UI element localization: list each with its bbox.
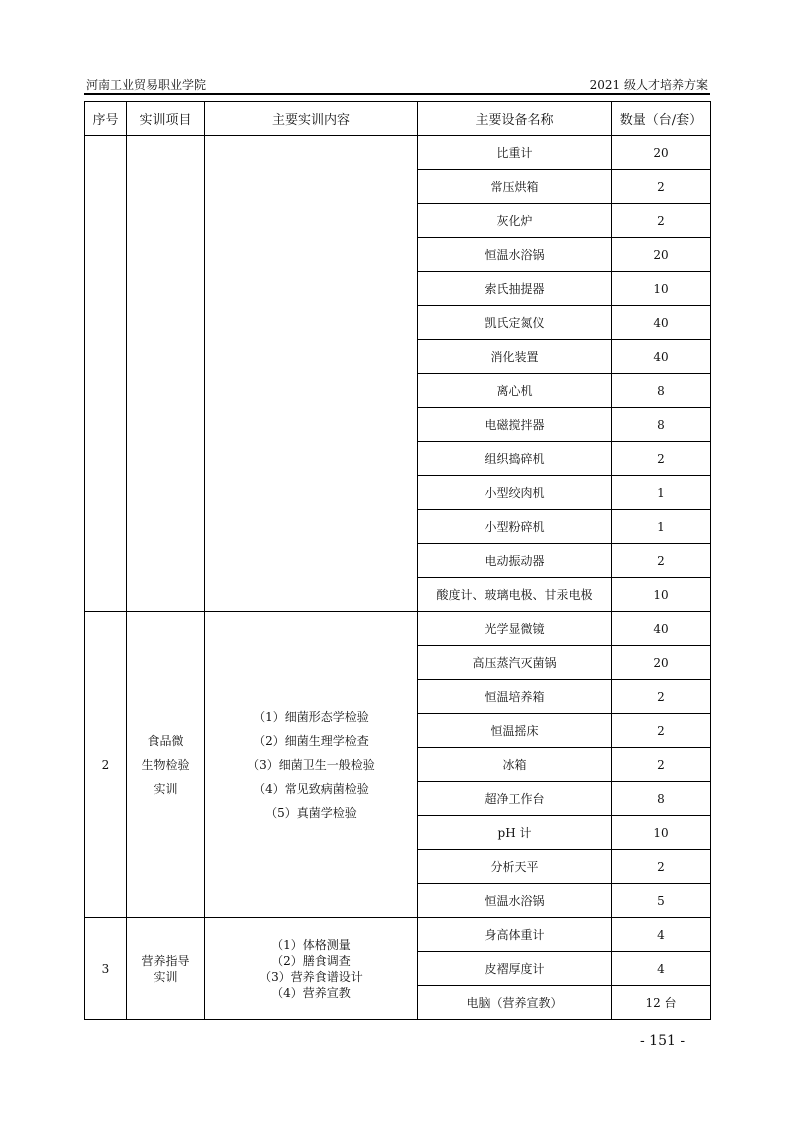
- table-row: [85, 136, 711, 170]
- cell-quantity: 10: [612, 578, 711, 612]
- cell-equipment-name: 小型绞肉机: [418, 476, 612, 510]
- cell-training-content: [205, 612, 418, 918]
- cell-quantity: 2: [612, 544, 711, 578]
- table-row: [85, 612, 711, 646]
- cell-quantity: 2: [612, 748, 711, 782]
- cell-training-project: [127, 918, 205, 1020]
- cell-quantity: 2: [612, 170, 711, 204]
- cell-equipment-name: 离心机: [418, 374, 612, 408]
- project-name-line: 实训: [153, 781, 178, 796]
- cell-equipment-name: 电脑（营养宣教）: [418, 986, 612, 1020]
- cell-quantity: 20: [612, 238, 711, 272]
- cell-equipment-name: 恒温水浴锅: [418, 884, 612, 918]
- cell-quantity: 2: [612, 850, 711, 884]
- training-content-item: （5）真菌学检验: [265, 805, 357, 820]
- cell-equipment-name: 小型粉碎机: [418, 510, 612, 544]
- cell-equipment-name: 身高体重计: [418, 918, 612, 952]
- training-content-item: （2）细菌生理学检查: [253, 733, 369, 748]
- training-content-item: （1）体格测量: [271, 937, 351, 952]
- cell-equipment-name: 高压蒸汽灭菌锅: [418, 646, 612, 680]
- cell-training-project: [127, 136, 205, 612]
- cell-quantity: 20: [612, 646, 711, 680]
- cell-quantity: 40: [612, 306, 711, 340]
- header-serial-number: 序号: [85, 102, 127, 136]
- table-body: [85, 136, 711, 1020]
- cell-quantity: 8: [612, 408, 711, 442]
- cell-quantity: 4: [612, 952, 711, 986]
- training-content-item: （3）细菌卫生一般检验: [247, 757, 375, 772]
- header-equipment-name: 主要设备名称: [418, 102, 612, 136]
- cell-equipment-name: 消化装置: [418, 340, 612, 374]
- cell-quantity: 1: [612, 510, 711, 544]
- cell-quantity: 12 台: [612, 986, 711, 1020]
- training-content-item: （1）细菌形态学检验: [253, 709, 369, 724]
- table-header-row: [85, 102, 711, 136]
- training-content-item: （3）营养食谱设计: [259, 969, 363, 984]
- cell-equipment-name: 酸度计、玻璃电极、甘汞电极: [418, 578, 612, 612]
- cell-equipment-name: 冰箱: [418, 748, 612, 782]
- cell-equipment-name: 超净工作台: [418, 782, 612, 816]
- cell-quantity: 2: [612, 442, 711, 476]
- cell-training-content: [205, 918, 418, 1020]
- cell-quantity: 2: [612, 680, 711, 714]
- cell-equipment-name: 电磁搅拌器: [418, 408, 612, 442]
- header-training-project: 实训项目: [127, 102, 205, 136]
- cell-quantity: 5: [612, 884, 711, 918]
- cell-quantity: 40: [612, 612, 711, 646]
- header-school-name: 河南工业贸易职业学院: [86, 78, 207, 92]
- cell-quantity: 2: [612, 204, 711, 238]
- cell-equipment-name: 索氏抽提器: [418, 272, 612, 306]
- project-name-line: 生物检验: [141, 757, 190, 772]
- training-content-item: （4）营养宣教: [271, 985, 351, 1000]
- cell-quantity: 2: [612, 714, 711, 748]
- training-content-item: （4）常见致病菌检验: [253, 781, 369, 796]
- cell-quantity: 1: [612, 476, 711, 510]
- cell-quantity: 4: [612, 918, 711, 952]
- cell-quantity: 20: [612, 136, 711, 170]
- cell-quantity: 40: [612, 340, 711, 374]
- cell-equipment-name: 常压烘箱: [418, 170, 612, 204]
- header-training-content: 主要实训内容: [205, 102, 418, 136]
- project-name-line: 实训: [153, 969, 178, 984]
- cell-quantity: 8: [612, 782, 711, 816]
- cell-training-project: [127, 612, 205, 918]
- cell-quantity: 10: [612, 816, 711, 850]
- project-name-line: 食品微: [147, 733, 184, 748]
- cell-serial-number: 3: [85, 918, 127, 1020]
- cell-quantity: 8: [612, 374, 711, 408]
- cell-training-content: [205, 136, 418, 612]
- training-content-item: （2）膳食调查: [271, 953, 351, 968]
- header-quantity: 数量（台/套）: [612, 102, 711, 136]
- cell-equipment-name: 皮褶厚度计: [418, 952, 612, 986]
- cell-equipment-name: 灰化炉: [418, 204, 612, 238]
- header-document-title: 2021 级人才培养方案: [589, 78, 708, 92]
- cell-equipment-name: 恒温水浴锅: [418, 238, 612, 272]
- cell-serial-number: 2: [85, 612, 127, 918]
- cell-serial-number: [85, 136, 127, 612]
- cell-equipment-name: 凯氏定氮仪: [418, 306, 612, 340]
- cell-equipment-name: 恒温摇床: [418, 714, 612, 748]
- cell-equipment-name: 电动振动器: [418, 544, 612, 578]
- page-header: [84, 72, 710, 94]
- table-row: [85, 918, 711, 952]
- cell-equipment-name: pH 计: [418, 816, 612, 850]
- cell-equipment-name: 比重计: [418, 136, 612, 170]
- cell-quantity: 10: [612, 272, 711, 306]
- page-number: - 151 -: [640, 1033, 686, 1049]
- training-equipment-table: [84, 101, 711, 1020]
- cell-equipment-name: 恒温培养箱: [418, 680, 612, 714]
- cell-equipment-name: 光学显微镜: [418, 612, 612, 646]
- cell-equipment-name: 组织捣碎机: [418, 442, 612, 476]
- cell-equipment-name: 分析天平: [418, 850, 612, 884]
- project-name-line: 营养指导: [141, 953, 190, 968]
- header-rule: [84, 93, 710, 95]
